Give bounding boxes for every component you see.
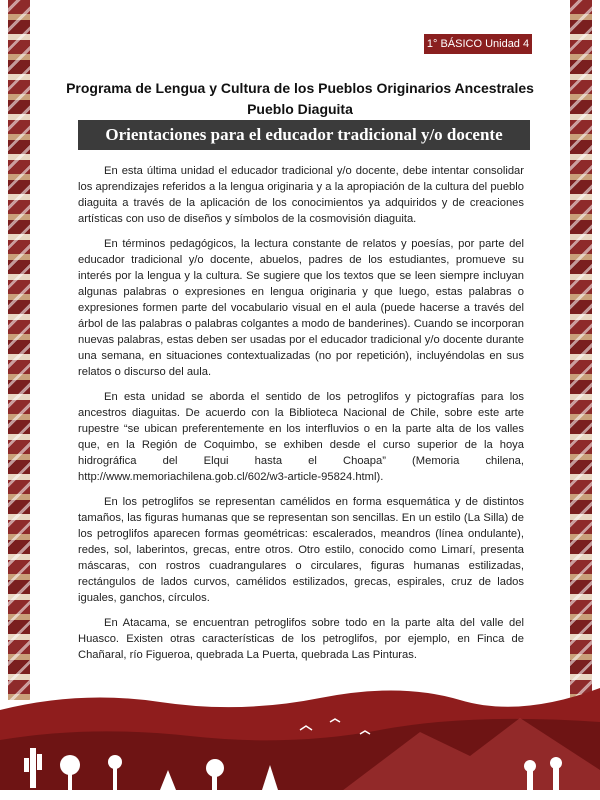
paragraph: En esta unidad se aborda el sentido de los petroglifos y pictografías para los ancestros diaguitas. De acuerdo con la Biblioteca Nacional de Chile, sobre este arte rupestre “se ubican preferentemente en los interfluvios o en la parte alta de los valles que, en la Región de Coquimbo, se exhiben desde el curso superior de la hoya hidrográfica del Elqui hasta el Choapa” (Memoria chilena, http://www.memoriachilena.gob.cl/602/w3-article-95824.html).	[78, 391, 524, 483]
section-title: Orientaciones para el educador tradicional y/o docente	[78, 120, 530, 150]
body-text	[78, 163, 524, 672]
left-decorative-border	[8, 0, 30, 700]
program-title-line2: Pueblo Diaguita	[247, 101, 353, 117]
program-title-line1: Programa de Lengua y Cultura de los Pueblos Originarios Ancestrales	[66, 80, 534, 96]
paragraph: En los petroglifos se representan camélidos en forma esquemática y de distintos tamaños, las figuras humanas que se representan son sencillas. En un estilo (La Silla) de los petroglifos aparecen formas geométricas: escalerados, meandros (línea ondulante), redes, sol, laberintos, grecas, entre otros. Otro estilo, conocido como Limarí, presenta máscaras, con rostros cuadrangulares o circulares, figuras humanas estilizadas, rectángulos de lados curvos, camélidos estilizados, grecas, espirales, cruz de lados iguales, ganchos, círculos.	[78, 496, 524, 604]
paragraph: En esta última unidad el educador tradicional y/o docente, debe intentar consolidar los aprendizajes referidos a la lengua originaria y a la apropiación de la cultura del pueblo diaguita a través de la aplicación de los conocimientos ya adquiridos y de creaciones artísticas con uso de diseños y símbolos de la cosmovisión diaguita.	[78, 165, 524, 225]
paragraph: En Atacama, se encuentran petroglifos sobre todo en la parte alta del valle del Huasco. Existen otras características de los petroglifos, por ejemplo, en Finca de Chañaral, río Figueroa, quebrada La Puerta, quebrada Las Pinturas.	[78, 617, 524, 661]
program-title	[60, 78, 540, 120]
paragraph: En términos pedagógicos, la lectura constante de relatos y poesías, por parte del educador tradicional y/o docente, abuelos, padres de los estudiantes, promueve su interés por la lengua y la cultura. Se sugiere que los textos que se leen siempre incluyan algunas palabras o expresiones en lengua originaria y que luego, estas palabras o expresiones formen parte del vocabulario visual en el aula (puede hacerse a través del árbol de las palabras o palabras colgantes a modo de banderines). Cuando se incorporan nuevas palabras, estas deben ser usadas por el educador tradicional y/o docente durante una semana, en situaciones contextualizadas (no por repetición), incluyéndolas en sus relatos o discurso del aula.	[78, 238, 524, 378]
unit-badge: 1° BÁSICO Unidad 4	[424, 34, 532, 54]
footer-landscape-illustration	[0, 670, 600, 800]
right-decorative-border	[570, 0, 592, 700]
